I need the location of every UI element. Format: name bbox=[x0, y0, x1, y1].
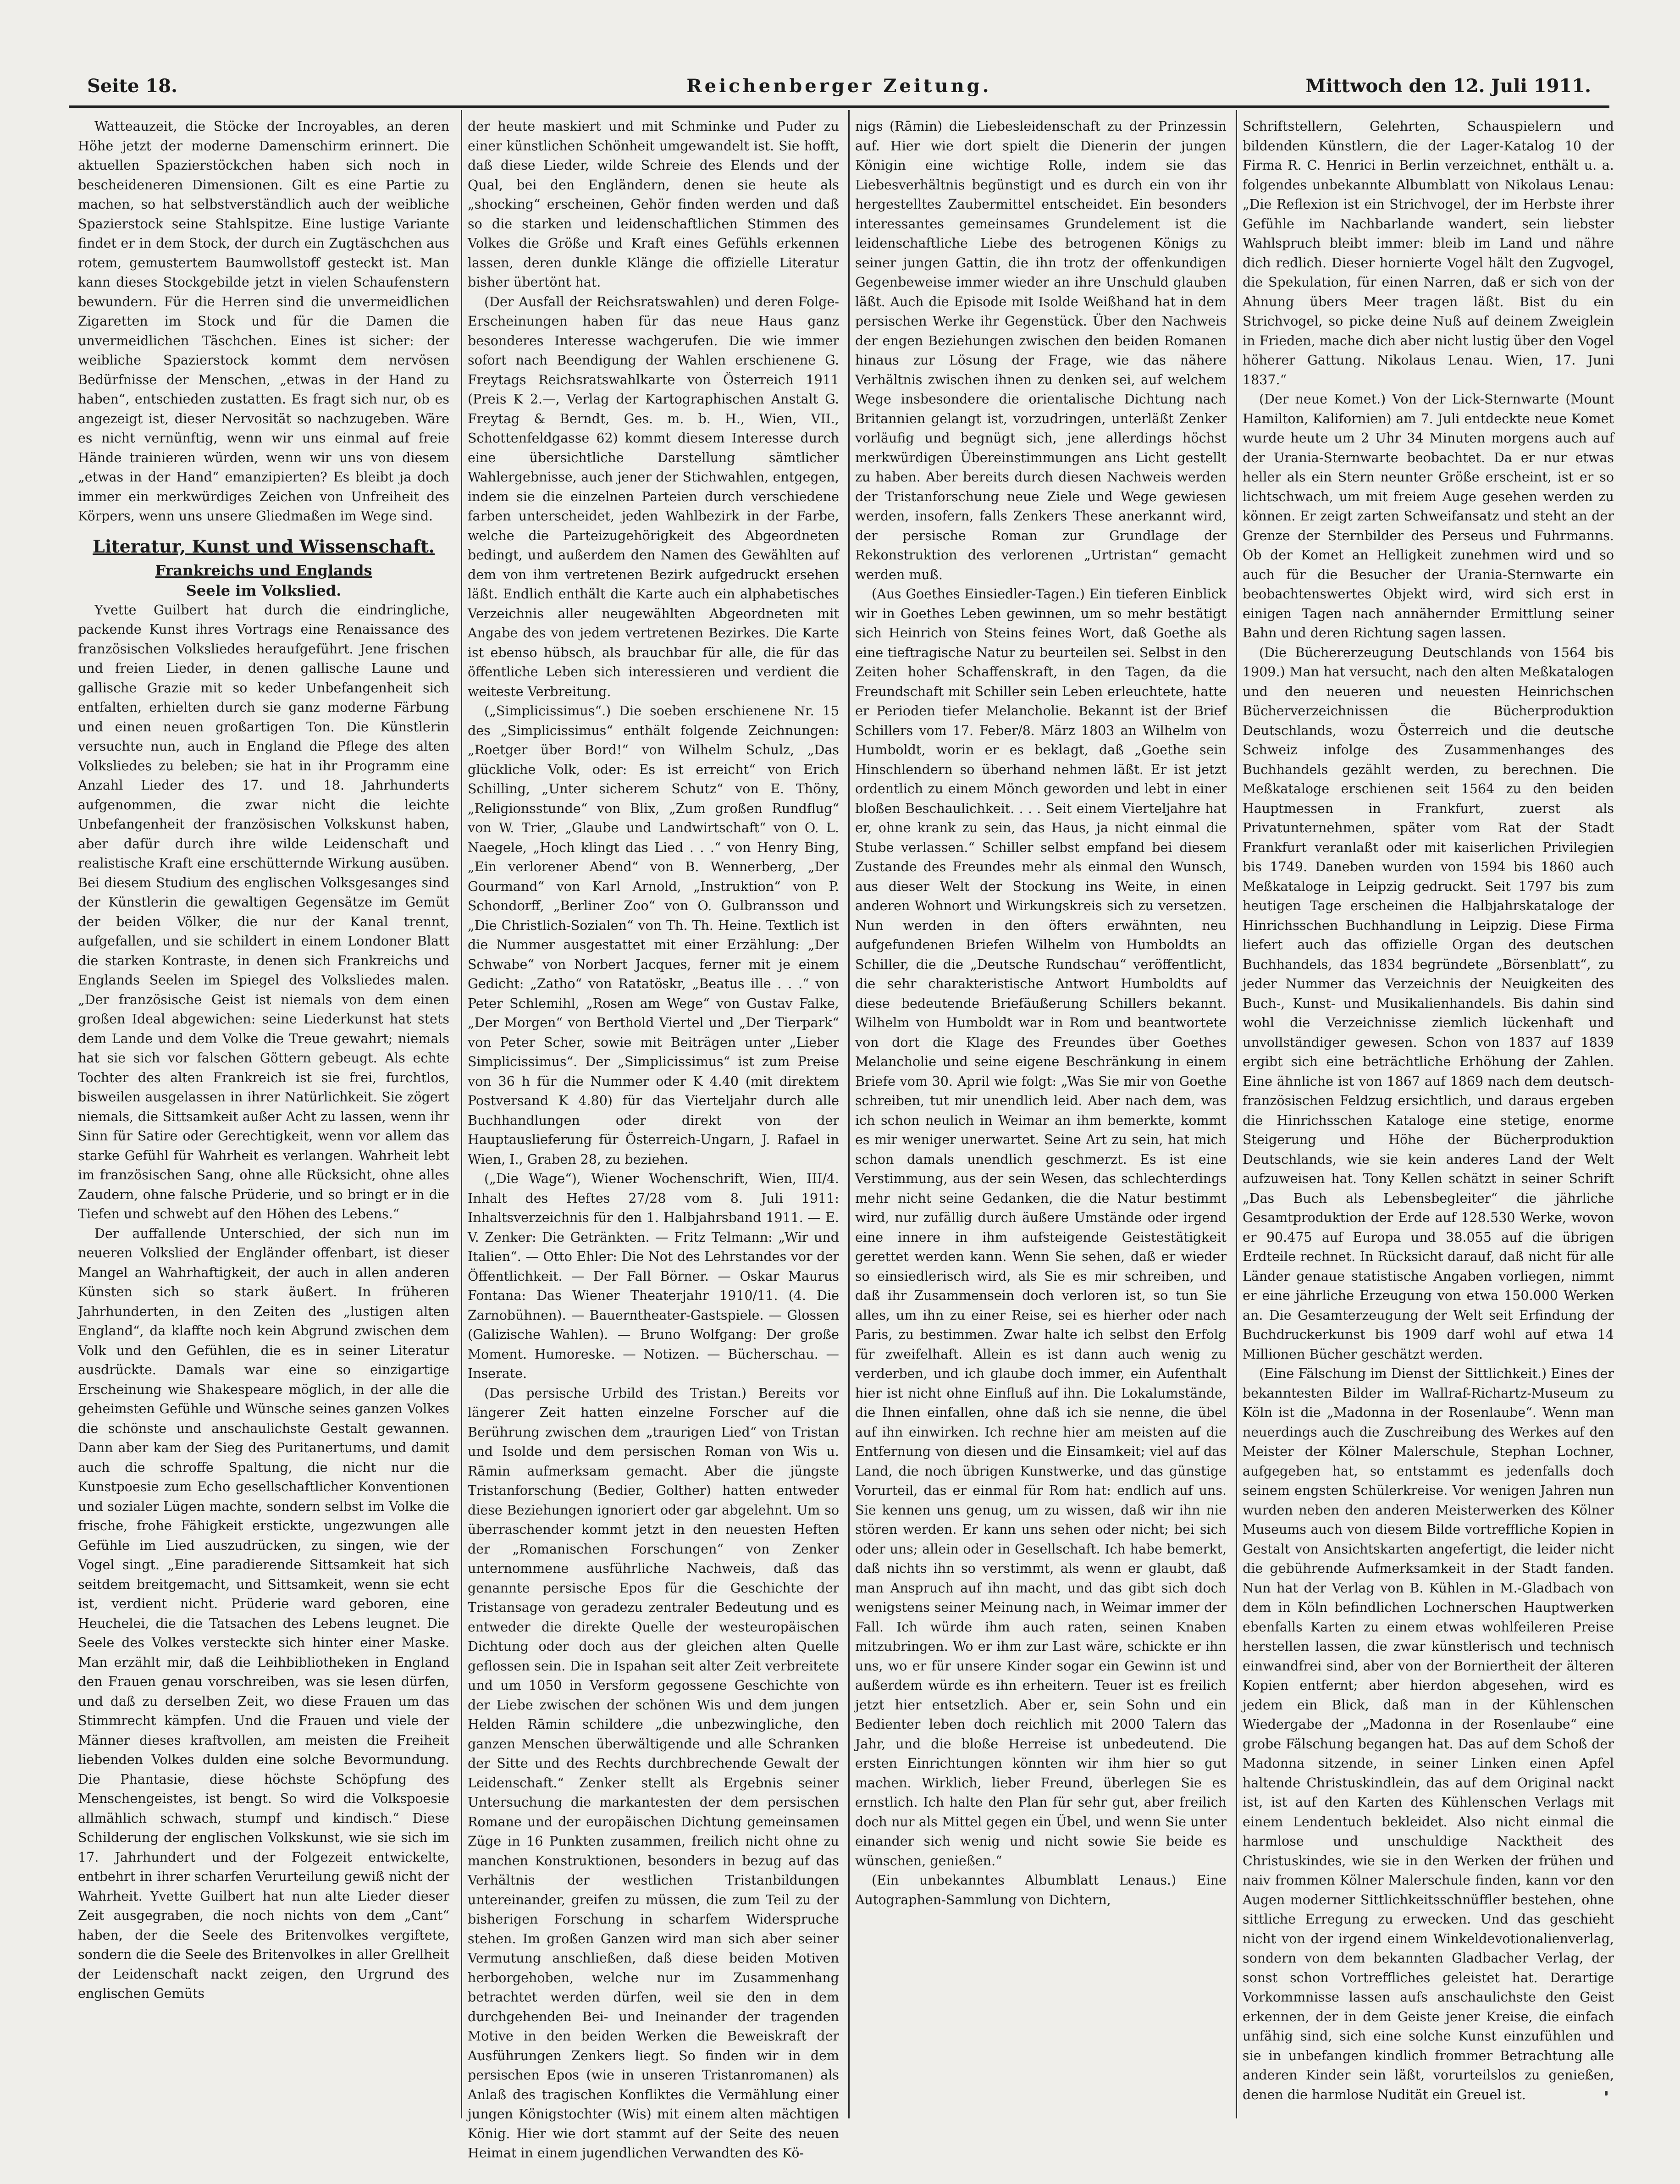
article-paragraph: Watteauzeit, die Stöcke der Incroyables, an deren Höhe jetzt der moderne Damenschirm erinnert. Die aktuellen Spazierstöckchen haben sich noch in bescheideneren Dimensionen. Gilt es eine Partie zu machen, so hat selbstverständlich auch der weibliche Spazierstock seine Stahlspitze. Eine lustige Variante findet er in dem Stock, der durch ein Zugtäschchen aus rotem, gemustertem Baumwollstoff gesteckt ist. Man kann dieses Stockgebilde jetzt in vielen Schaufenstern bewundern. Für die Herren sind die unvermeidlichen Zigaretten im Stock und für die Damen die unvermeidlichen Täschchen. Eines ist sicher: der weibliche Spazierstock kommt dem nervösen Bedürfnisse der Menschen, „etwas in der Hand zu haben“, entschieden zustatten. Es fragt sich nur, ob es angezeigt ist, dieser Nervosität so nachzugeben. Wäre es nicht vernünftig, wenn wir uns einmal auf freie Hände trainieren würden, wenn wir uns von diesem „etwas in der Hand“ emanzipierten? Es bleibt ja doch immer ein merkwürdiges Zeichen von Unfreiheit des Körpers, wenn uns unsere Gliedmaßen im Wege sind. bbox=[78, 119, 449, 524]
print-speck bbox=[1605, 2091, 1608, 2096]
masthead bbox=[69, 69, 1609, 108]
article-paragraph: („Simplicissimus“.) Die soeben erschienene Nr. 15 des „Simplicissimus“ enthält folgende Zeichnungen: „Roetger über Bord!“ von Wilhelm Schulz, „Das glückliche Volk, oder: Es ist erreicht“ von Erich Schilling, „Unter sicherem Schutz“ von E. Thöny, „Religionsstunde“ von Blix, „Zum großen Rundflug“ von W. Trier, „Glaube und Landwirtschaft“ von O. L. Naegele, „Hoch klingt das Lied . . .“ von Henry Bing, „Ein verlorener Abend“ von B. Wennerberg, „Der Gourmand“ von Karl Arnold, „Instruktion“ von P. Schondorff, „Berliner Zoo“ von O. Gulbransson und „Die Christlich-Sozialen“ von Th. Th. Heine. Textlich ist die Nummer ausgestattet mit einer Erzählung: „Der Schwabe“ von Norbert Jacques, ferner mit je einem Gedicht: „Zatho“ von Ratatöskr, „Beatus ille . . .“ von Peter Schlemihl, „Rosen am Wege“ von Gustav Falke, „Der Morgen“ von Berthold Viertel und „Der Tierpark“ von Peter Scher, sowie mit Beiträgen unter „Lieber Simplicissimus“. Der „Simplicissimus“ ist zum Preise von 36 h für die Nummer oder K 4.40 (mit direktem Postversand K 4.80) für das Vierteljahr durch alle Buchhandlungen oder direkt von der Hauptauslieferung für Österreich-Ungarn, J. Rafael in Wien, I., Graben 28, zu beziehen. bbox=[468, 703, 839, 1167]
article-paragraph: („Die Wage“), Wiener Wochenschrift, Wien, III/4. Inhalt des Heftes 27/28 vom 8. Juli 1911: Inhaltsverzeichnis für den 1. Halbjahrsband 1911. — E. V. Zenker: Die Getränkten. — Fritz Telmann: „Wir und Italien“. — Otto Ehler: Die Not des Lehrstandes vor der Öffentlichkeit. — Der Fall Börner. — Oskar Maurus Fontana: Das Wiener Theaterjahr 1910/11. (4. Die Zarnobühnen). — Bauerntheater-Gastspiele. — Glossen (Galizische Wahlen). — Bruno Wolfgang: Der große Moment. Humoreske. — Notizen. — Bücherschau. — Inserate. bbox=[468, 1171, 839, 1381]
article-paragraph: (Der neue Komet.) Von der Lick-Sternwarte (Mount Hamilton, Kalifornien) am 7. Juli entdeckte neue Komet wurde heute um 2 Uhr 34 Minuten morgens auch auf der Urania-Sternwarte beobachtet. Da er nur etwas heller als ein Stern neunter Größe erscheint, ist er so lichtschwach, um mit freiem Auge gesehen werden zu können. Er zeigt zarten Schweifansatz und steht an der Grenze der Sternbilder des Perseus und Fuhrmanns. Ob der Komet an Helligkeit zunehmen wird und so auch für die Besucher der Urania-Sternwarte ein beobachtenswertes Objekt wird, wird sich erst in einigen Tagen nach annähernder Ermittlung seiner Bahn und deren Richtung sagen lassen. bbox=[1243, 392, 1614, 641]
issue-date: Mittwoch den 12. Juli 1911. bbox=[1305, 75, 1591, 97]
article-paragraph: (Aus Goethes Einsiedler-Tagen.) Ein tieferen Einblick wir in Goethes Leben gewinnen, um so mehr bestätigt sich Heinrich von Steins feines Wort, daß Goethe als eine tieftragische Natur zu beurteilen sei. Selbst in den Zeiten hoher Schaffenskraft, in den Tagen, da die Freundschaft mit Schiller sein Leben erleuchtete, hatte er Perioden tiefer Melancholie. Bekannt ist der Brief Schillers vom 17. Feber/8. März 1803 an Wilhelm von Humboldt, worin er es beklagt, daß „Goethe sein Hinschlendern so überhand nehmen läßt. Er ist jetzt ordentlich zu einem Mönch geworden und lebt in einer bloßen Beschaulichkeit. . . . Seit einem Vierteljahre hat er, ohne krank zu sein, das Haus, ja nicht einmal die Stube verlassen.“ Schiller selbst empfand bei diesem Zustande des Freundes mehr als einmal den Wunsch, aus dieser Welt der Stockung ins Weite, in einen anderen Wohnort und Wirkungskreis sich zu versetzen. Nun werden in den öfters erwähnten, neu aufgefundenen Briefen Wilhelm von Humboldts an Schiller, die die „Deutsche Rundschau“ veröffentlicht, die sehr charakteristische Antwort Humboldts auf diese bedeutende Briefäußerung Schillers bekannt. Wilhelm von Humboldt war in Rom und beantwortete von dort die Klage des Freundes über Goethes Melancholie und seine eigene Beschränkung in einem Briefe vom 30. April wie folgt: „Was Sie mir von Goethe schreiben, tut mir unendlich leid. Aber nach dem, was ich schon neulich in Weimar an ihm bemerkte, kommt es mir weniger unerwartet. Seine Art zu sein, hat mich schon damals unendlich geschmerzt. Es ist eine Verstimmung, aus der sein Wesen, das schlechterdings mehr nicht seine Gedanken, die die Natur bestimmt wird, nur zufällig durch äußere Umstände oder irgend eine innere in ihm aufsteigende Geistestätigkeit gerettet werden kann. Wenn Sie sehen, daß er wieder so einsiedlerisch wird, als Sie es mir schreiben, und daß ihr Zusammensein doch verloren ist, so tun Sie alles, um ihn zu einer Reise, sei es hierher oder nach Paris, zu bestimmen. Zwar halte ich selbst den Erfolg für zweifelhaft. Allein es ist dann auch wenig zu verderben, und ich glaube doch immer, ein Aufenthalt hier ist nicht ohne Einfluß auf ihn. Die Lokalumstände, die Ihnen einfallen, ohne daß ich sie nenne, die übel auf ihn einwirken. Ich rechne hier am meisten auf die Entfernung von diesen und die Einsamkeit; viel auf das Land, die noch übrigen Kunstwerke, und das günstige Vorurteil, das er einmal für Rom hat: endlich auf uns. Sie kennen uns genug, um zu wissen, daß wir ihn nie stören werden. Er kann uns sehen oder nicht; bei sich oder uns; allein oder in Gesellschaft. Ich habe bemerkt, daß nichts ihn so verstimmt, als wenn er glaubt, daß man Anspruch auf ihn macht, und das gibt sich doch wenigstens seiner Meinung nach, in Weimar immer der Fall. Ich würde ihm auch raten, seinen Knaben mitzubringen. Wo er ihm zur Last wäre, schickte er ihn uns, wo er für unsere Kinder sogar ein Gewinn ist und außerdem würde es ihn erheitern. Teuer ist es freilich jetzt hier entsetzlich. Aber er, sein Sohn und ein Bedienter leben doch reichlich mit 2000 Talern das Jahr, und die bloße Herreise ist unbedeutend. Die ersten Einrichtungen könnten wir ihm hier so gut machen. Wirklich, lieber Freund, überlegen Sie es ernstlich. Ich halte den Plan für sehr gut, aber freilich doch nur als Mittel gegen ein Übel, und wenn Sie unter einander sich wenig und nicht sowie Sie beide es wünschen, genießen.“ bbox=[855, 586, 1227, 1869]
section-heading: Literatur, Kunst und Wissenschaft. bbox=[92, 536, 435, 557]
column-4 bbox=[1243, 117, 1614, 2125]
page-number: Seite 18. bbox=[87, 75, 177, 97]
article-paragraph: (Die Büchererzeugung Deutschlands von 1564 bis 1909.) Man hat versucht, nach den alten Meßkatalogen und den neueren und neuesten Heinrichschen Bücherverzeichnissen die Bücherproduktion Deutschlands, wozu Österreich und die deutsche Schweiz infolge des Zusammenhanges des Buchhandels gezählt werden, zu berechnen. Die Meßkataloge erschienen seit 1564 zu den beiden Hauptmessen in Frankfurt, zuerst als Privatunternehmen, später vom Rat der Stadt Frankfurt veranlaßt oder mit kaiserlichen Privilegien bis 1749. Daneben wurden von 1594 bis 1860 auch Meßkataloge in Leipzig gedruckt. Seit 1797 bis zum heutigen Tage erscheinen die Halbjahrskataloge der Hinrichsschen Buchhandlung in Leipzig. Diese Firma liefert auch das offizielle Organ des deutschen Buchhandels, das 1834 begründete „Börsenblatt“, zu jeder Nummer das Verzeichnis der Neuigkeiten des Buch-, Kunst- und Musikalienhandels. Bis dahin sind wohl die Verzeichnisse ziemlich lückenhaft und unvollständiger gewesen. Schon von 1837 auf 1839 ergibt sich eine beträchtliche Erhöhung der Zahlen. Eine ähnliche ist von 1867 auf 1869 nach dem deutsch-französischen Feldzug ersichtlich, und daraus ergeben die Hinrichsschen Kataloge eine stetige, enorme Steigerung und Höhe der Bücherproduktion Deutschlands, wie sie kein anderes Land der Welt aufzuweisen hat. Tony Kellen schätzt in seiner Schrift „Das Buch als Lebensbegleiter“ die jährliche Gesamtproduktion der Erde auf 128.530 Werke, wovon er 90.475 auf Europa und 38.055 auf die übrigen Erdteile rechnet. In Rücksicht darauf, daß nicht für alle Länder genaue statistische Angaben vorliegen, nimmt er eine jährliche Erzeugung von etwa 150.000 Werken an. Die Gesamterzeugung der Welt seit Erfindung der Buchdruckerkunst bis 1909 darf wohl auf etwa 14 Millionen Bücher geschätzt werden. bbox=[1243, 645, 1614, 1362]
article-paragraph: nigs (Rāmin) die Liebesleidenschaft zu der Prinzessin auf. Hier wie dort spielt die Dienerin der jungen Königin eine wichtige Rolle, indem sie das Liebesverhältnis begünstigt und es durch ein von ihr hergestelltes Zaubermittel entscheidet. Ein besonders interessantes gemeinsames Grundelement ist die leidenschaftliche Liebe des betrogenen Königs zu seiner jungen Gattin, die ihn trotz der offenkundigen Gegenbeweise immer wieder an ihre Unschuld glauben läßt. Auch die Episode mit Isolde Weißhand hat in dem persischen Werke ihr Gegenstück. Über den Nachweis der engen Beziehungen zwischen den beiden Romanen hinaus zur Lösung der Frage, wie das nähere Verhältnis zwischen ihnen zu denken sei, auf welchem Wege insbesondere die orientalische Dichtung nach Britannien gelangt ist, vorzudringen, unterläßt Zenker vorläufig und begnügt sich, jene allerdings höchst merkwürdigen Übereinstimmungen ans Licht gestellt zu haben. Aber bereits durch diesen Nachweis werden der Tristanforschung neue Ziele und Wege gewiesen werden, insofern, falls Zenkers These anerkannt wird, der persische Roman zur Grundlage der Rekonstruktion des verlorenen „Urtristan“ gemacht werden muß. bbox=[855, 119, 1227, 582]
column-2 bbox=[468, 117, 839, 2161]
article-paragraph: (Eine Fälschung im Dienst der Sittlichkeit.) Eines der bekanntesten Bilder im Wallraf-Richartz-Museum zu Köln ist die „Madonna in der Rosenlaube“. Wenn man neuerdings auch die Zuschreibung des Werkes auf den Meister der Kölner Malerschule, Stephan Lochner, aufgegeben hat, so entstammt es jedenfalls doch seinem engsten Schülerkreise. Vor wenigen Jahren nun wurden neben den anderen Meisterwerken des Kölner Museums auch von diesem Bilde vortreffliche Kopien in Gestalt von Ansichtskarten angefertigt, die leider nicht die gebührende Aufmerksamkeit in der Stadt fanden. Nun hat der Verlag von B. Kühlen in M.-Gladbach von dem in Köln befindlichen Lochnerschen Hauptwerken ebenfalls Karten zu einem etwas wohlfeileren Preise herstellen lassen, die zwar künstlerisch und technisch einwandfrei sind, aber von der Borniertheit der älteren Kopien entfernt; aber hierdon abgesehen, wird es jedem ein Blick, daß man in der Kühlenschen Wiedergabe der „Madonna in der Rosenlaube“ eine grobe Fälschung begangen hat. Das auf dem Schoß der Madonna sitzende, in seiner Linken einen Apfel haltende Christuskindlein, das auf dem Original nackt ist, ist auf den Karten des Kühlenschen Verlags mit einem Lendentuch bekleidet. Also nicht einmal die harmlose und unschuldige Nacktheit des Christuskindes, wie sie in den Werken der frühen und naiv frommen Kölner Malerschule finden, kann vor den Augen moderner Sittlichkeitsschnüffler bestehen, ohne sittliche Erregung zu erwecken. Und das geschieht nicht von der irgend einem Winkeldevotionalienverlag, sondern von dem bekannten Gladbacher Verlag, der sonst schon Vortreffliches geleistet hat. Derartige Vorkommnisse lassen aufs anschaulichste den Geist erkennen, der in dem Geiste jener Kreise, die einfach unfähig sind, sich eine solche Kunst einzufühlen und sie in unbefangen kindlich frommer Betrachtung alle anderen Kinder sein läßt, vorurteilslos zu genießen, denen die harmlose Nudität ein Greuel ist. bbox=[1243, 1366, 1614, 2102]
article-paragraph: (Der Ausfall der Reichsratswahlen) und deren Folge-Erscheinungen haben für das neue Haus ganz besonderes Interesse wachgerufen. Die wie immer sofort nach Beendigung der Wahlen erschienene G. Freytags Reichsratswahlkarte von Österreich 1911 (Preis K 2.—, Verlag der Kartographischen Anstalt G. Freytag & Berndt, Ges. m. b. H., Wien, VII., Schottenfeldgasse 62) kommt diesem Interesse durch eine übersichtliche Darstellung sämtlicher Wahlergebnisse, auch jener der Stichwahlen, entgegen, indem sie die einzelnen Parteien durch verschiedene farben unterscheidet, jeden Wahlbezirk in der Farbe, welche die Parteizugehörigkeit des Abgeordneten bedingt, und außerdem den Namen des Gewählten auf dem von ihm vertretenen Bezirk aufgedruckt ersehen läßt. Endlich enthält die Karte auch ein alphabetisches Verzeichnis aller neugewählten Abgeordneten mit Angabe des von jedem vertretenen Bezirkes. Die Karte ist ebenso hübsch, als brauchbar für alle, die für das öffentliche Leben sich interessieren und verdient die weiteste Verbreitung. bbox=[468, 294, 839, 699]
article-paragraph: (Das persische Urbild des Tristan.) Bereits vor längerer Zeit hatten einzelne Forscher auf die Berührung zwischen dem „traurigen Lied“ von Tristan und Isolde und dem persischen Roman von Wis u. Rāmin aufmerksam gemacht. Aber die jüngste Tristanforschung (Bedier, Golther) hatten entweder diese Beziehungen ignoriert oder gar abgelehnt. Um so überraschender kommt jetzt in den neuesten Heften der „Romanischen Forschungen“ von Zenker unternommene ausführliche Nachweis, daß das genannte persische Epos für die Geschichte der Tristansage von geradezu zentraler Bedeutung und es entweder die direkte Quelle der westeuropäischen Dichtung oder doch aus der gleichen alten Quelle geflossen sein. Die in Ispahan seit alter Zeit verbreitete und um 1050 in Versform gegossene Geschichte von der Liebe zwischen der schönen Wis und dem jungen Helden Rāmin schildere „die unbezwingliche, den ganzen Menschen überwältigende und alle Schranken der Sitte und des Rechts durchbrechende Gewalt der Leidenschaft.“ Zenker stellt als Ergebnis seiner Untersuchung die markantesten der dem persischen Romane und der europäischen Dichtung gemeinsamen Züge in 16 Punkten zusammen, freilich nicht ohne zu manchen Konstruktionen, besonders in bezug auf das Verhältnis der westlichen Tristanbildungen untereinander, greifen zu müssen, die zum Teil zu der bisherigen Forschung in scharfem Widerspruche stehen. Im großen Ganzen wird man sich aber seiner Vermutung anschließen, daß diese beiden Motiven herborgehoben, welche nur im Zusammenhang betrachtet werden dürfen, weil sie den in dem durchgehenden Bei- und Ineinander der tragenden Motive in den beiden Werken die Beweiskraft der Ausführungen Zenkers liegt. So finden wir in dem persischen Epos (wie in unseren Tristanromanen) als Anlaß des tragischen Konfliktes die Vermählung einer jungen Königstochter (Wis) mit einem alten mächtigen König. Hier wie dort stammt auf der Seite des neuen Heimat in einem jugendlichen Verwandten des Kö- bbox=[468, 1385, 839, 2161]
column-1 bbox=[78, 117, 449, 2125]
article-paragraph: Schriftstellern, Gelehrten, Schauspielern und bildenden Künstlern, die der Lager-Katalog 10 der Firma R. C. Henrici in Berlin verzeichnet, enthält u. a. folgendes unbekannte Albumblatt von Nikolaus Lenau: „Die Reflexion ist ein Strichvogel, der im Herbste ihrer Gefühle im Nachbarlande wandert, sein liebster Wahlspruch bleibt immer: bleib im Land und nähre dich redlich. Dieser hornierte Vogel hält den Zugvogel, die Spekulation, für einen Narren, daß er sich von der Ahnung übers Meer tragen läßt. Bist du ein Strichvogel, so picke deine Nuß auf deinem Zweiglein in Frieden, mache dich aber nicht lustig über den Vogel höherer Gattung. Nikolaus Lenau. Wien, 17. Juni 1837.“ bbox=[1243, 119, 1614, 387]
article-heading: Frankreichs und Englands bbox=[155, 561, 372, 579]
column-3 bbox=[855, 117, 1227, 2125]
article-paragraph: (Ein unbekanntes Albumblatt Lenaus.) Eine Autographen-Sammlung von Dichtern, bbox=[855, 1873, 1227, 1908]
article-subheading: Seele im Volkslied. bbox=[186, 581, 342, 599]
newspaper-title: Reichenberger Zeitung. bbox=[686, 75, 992, 97]
article-columns bbox=[78, 117, 1619, 2161]
article-paragraph: Yvette Guilbert hat durch die eindringliche, packende Kunst ihres Vortrags eine Renaissance des französischen Volksliedes heraufgeführt. Jene frischen und freien Lieder, in denen gallische Laune und gallische Grazie mit so keder Unbefangenheit sich entfalten, erhielten durch sie ganz moderne Färbung und einen neuen großartigen Ton. Die Künstlerin versuchte nun, auch in England die Pflege des alten Volksliedes zu beleben; sie hat in ihr Programm eine Anzahl Lieder des 17. und 18. Jahrhunderts aufgenommen, die zwar nicht die leichte Unbefangenheit der französischen Volkskunst haben, aber dafür durch ihre wilde Leidenschaft und realistische Kraft eine erschütternde Wirkung ausüben. Bei diesem Studium des englischen Volksgesanges sind der Künstlerin die gewaltigen Gegensätze im Gemüt der beiden Völker, die nur der Kanal trennt, aufgefallen, und sie schildert in einem Londoner Blatt die starken Kontraste, in denen sich Frankreichs und Englands Seelen im Spiegel des Volksliedes malen. „Der französische Geist ist niemals von dem einen großen Ideal abgewichen: seine Liederkunst hat stets dem Lande und dem Volke die Treue gewahrt; niemals hat sie sich vor falschen Göttern gebeugt. Als echte Tochter des alten Frankreich ist sie frei, furchtlos, bisweilen ausgelassen in ihrer Natürlichkeit. Sie zögert niemals, die Sittsamkeit außer Acht zu lassen, wenn ihr Sinn für Satire oder Gerechtigkeit, wenn vor allem das starke Gefühl für Wahrheit es verlangen. Wahrheit lebt im französischen Sang, ohne alle Rücksicht, ohne alles Zaudern, ohne falsche Prüderie, und so bringt er in die Tiefen und schwebt auf den Höhen des Lebens.“ bbox=[78, 602, 449, 1222]
article-paragraph: der heute maskiert und mit Schminke und Puder zu einer künstlichen Schönheit umgewandelt ist. Sie hofft, daß diese Lieder, wilde Schreie des Elends und der Qual, bei den Engländern, denen sie heute als „shocking“ erscheinen, Gehör finden werden und daß so die starken und leidenschaftlichen Stimmen des Volkes die Größe und Kraft eines Gefühls erkennen lassen, deren dunkle Klänge die offizielle Literatur bisher übertönt hat. bbox=[468, 119, 839, 290]
article-paragraph: Der auffallende Unterschied, der sich nun im neueren Volkslied der Engländer offenbart, ist dieser Mangel an Wahrhaftigkeit, der auch in allen anderen Künsten sich so stark äußert. In früheren Jahrhunderten, in den Zeiten des „lustigen alten England“, da klaffte noch kein Abgrund zwischen dem Volk und den Gefühlen, die es in seiner Literatur ausdrückte. Damals war eine so einzigartige Erscheinung wie Shakespeare möglich, in der alle die geheimsten Gefühle und Wünsche seines ganzen Volkes die schönste und anschaulichste Gestalt gewannen. Dann aber kam der Sieg des Puritanertums, und damit auch die schroffe Spaltung, die nicht nur die Kunstpoesie zum Echo gesellschaftlicher Konventionen und sozialer Lügen machte, sondern selbst im Volke die frische, frohe Fähigkeit erstickte, ungezwungen alle Gefühle im Lied auszudrücken, zu singen, wie der Vogel singt. „Eine paradierende Sittsamkeit hat sich seitdem breitgemacht, und Sittsamkeit, wenn sie echt ist, verdient nicht. Prüderie ward geboren, eine Heuchelei, die die Tatsachen des Lebens leugnet. Die Seele des Volkes versteckte sich hinter einer Maske. Man erzählt mir, daß die Leihbibliotheken in England den Frauen genau vorschreiben, was sie lesen dürfen, und daß zu derselben Zeit, wo diese Frauen um das Stimmrecht kämpfen. Und die Frauen und viele der Männer dieses kraftvollen, am meisten die Freiheit liebenden Volkes dulden eine solche Bevormundung. Die Phantasie, diese höchste Schöpfung des Menschengeistes, ist bengt. So wird die Volkspoesie allmählich schwach, stumpf und kindisch.“ Diese Schilderung der englischen Volkskunst, wie sie sich im 17. Jahrhundert und der Folgezeit entwickelte, entbehrt in ihrer scharfen Verurteilung gewiß nicht der Wahrheit. Yvette Guilbert hat nun alte Lieder dieser Zeit ausgegraben, die noch nichts von dem „Cant“ haben, der die Seele des Britenvolkes vergiftete, sondern die die Seele des Britenvolkes in aller Grellheit der Leidenschaft nackt zeigen, den Urgrund des englischen Gemüts bbox=[78, 1226, 449, 2001]
